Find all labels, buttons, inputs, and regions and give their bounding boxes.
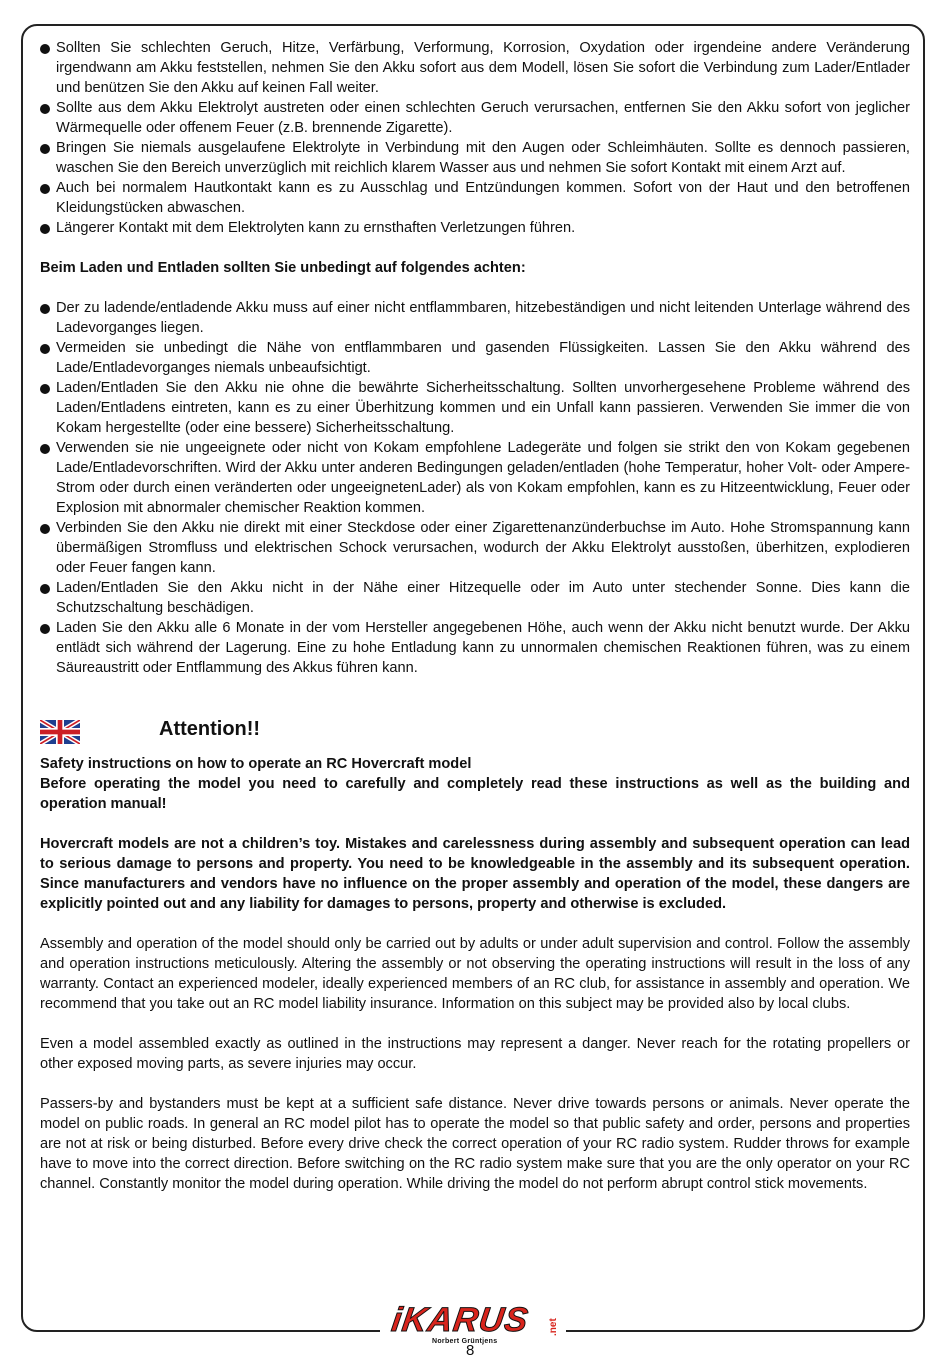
- bullet-icon: [40, 144, 50, 154]
- bullet-icon: [40, 184, 50, 194]
- logo-tagline: Norbert Grüntjens: [432, 1338, 498, 1345]
- attention-title: Attention!!: [159, 718, 261, 740]
- list-item: Verwenden sie nie ungeeignete oder nicht von Kokam empfohlene Ladegeräte und folgen sie strikt den von Kokam gegebenen Lade/Entladevorschriften. Wird der Akku unter anderen Bedingungen geladen/entladen (hohe Temperatur, hoher Volt- oder Ampere-Strom oder durch einen veränderten oder ungeeignetenLader) als von Kokam empfohlen, kann es zu Hitzeentwicklung, Feuer oder Explosion mit abnormaler chemischer Reaktion kommen.: [40, 438, 910, 518]
- bullet-icon: [40, 304, 50, 314]
- bullet-icon: [40, 584, 50, 594]
- safety-heading: Safety instructions on how to operate an RC Hovercraft model: [40, 756, 472, 772]
- bystanders-paragraph: Passers-by and bystanders must be kept at a sufficient safe distance. Never drive towards persons or animals. Never operate the model on public roads. In general an RC model pilot has to operate the model so that public safety and order, persons and properties are not at risk or being disturbed. Before every drive check the correct operation of your RC radio system. Rudder throws for example have to move into the correct direction. Before switching on the RC radio system make sure that you are the only operator on your RC channel. Constantly monitor the model during operation. While driving the model do not perform abrupt control stick movements.: [40, 1096, 910, 1192]
- charging-rules-list: [40, 298, 910, 678]
- bullet-icon: [40, 524, 50, 534]
- list-item: Längerer Kontakt mit dem Elektrolyten kann zu ernsthaften Verletzungen führen.: [40, 218, 910, 238]
- list-item: Der zu ladende/entladende Akku muss auf einer nicht entflammbaren, hitzebeständigen und nicht leitenden Unterlage während des Ladevorganges liegen.: [40, 298, 910, 338]
- bullet-icon: [40, 44, 50, 54]
- warning-paragraph: Hovercraft models are not a children’s toy. Mistakes and carelessness during assembly and subsequent operation can lead to serious damage to persons and property. You need to be knowledgeable in the assembly and its subsequent operation. Since manufacturers and vendors have no influence on the proper assembly and operation of the model, these dangers are explicitly pointed out and any liability for damages to persons, property and otherwise is excluded.: [40, 836, 910, 912]
- bullet-icon: [40, 224, 50, 234]
- bullet-icon: [40, 624, 50, 634]
- list-item: Vermeiden sie unbedingt die Nähe von entflammbaren und gasenden Flüssigkeiten. Lassen Sie den Akku während des Lade/Entladevorganges niemals unbeaufsichtigt.: [40, 338, 910, 378]
- assembly-paragraph: Assembly and operation of the model should only be carried out by adults or under adult supervision and control. Follow the assembly and operation instructions meticulously. Altering the assembly or not observing the operating instructions will result in the loss of any warranty. Contact an experienced modeler, ideally experienced members of an RC club, for assistance in assembly and operation. We recommend that you take out an RC model liability insurance. Information on this subject may be provided also by local clubs.: [40, 936, 910, 1012]
- list-item: Laden/Entladen Sie den Akku nicht in der Nähe einer Hitzequelle oder im Auto unter stechender Sonne. Dies kann die Schutzschaltung beschädigen.: [40, 578, 910, 618]
- page-number: 8: [466, 1342, 475, 1359]
- bullet-icon: [40, 384, 50, 394]
- uk-flag-icon: [40, 720, 80, 744]
- list-item: Laden/Entladen Sie den Akku nie ohne die bewährte Sicherheitsschaltung. Sollten unvorhergesehene Probleme während des Laden/Entladens eintreten, kann es zu einer Überhitzung kommen und ein Unfall kann passieren. Verwenden Sie immer die von Kokam hergestellte (oder eine bessere) Sicherheitsschaltung.: [40, 378, 910, 438]
- attention-header: [40, 718, 910, 744]
- list-item: Laden Sie den Akku alle 6 Monate in der vom Hersteller angegebenen Höhe, auch wenn der Akku nicht benutzt wurde. Der Akku entlädt sich während der Lagerung. Eine zu hohe Entladung kann zu unnormalen chemischen Reaktionen führen, was zu einem Säureaustritt oder Entflammung des Akkus führen kann.: [40, 618, 910, 678]
- safety-subheading: Before operating the model you need to carefully and completely read these instructions as well as the building and operation manual!: [40, 776, 910, 812]
- bullet-icon: [40, 444, 50, 454]
- bullet-icon: [40, 344, 50, 354]
- list-item: Sollten Sie schlechten Geruch, Hitze, Verfärbung, Verformung, Korrosion, Oxydation oder irgendeine andere Veränderung irgendwann am Akku feststellen, nehmen Sie den Akku sofort aus dem Modell, lösen Sie sofort die Verbindung zum Lader/Entlader und benützen Sie den Akku auf keinen Fall weiter.: [40, 38, 910, 98]
- battery-warnings-list: [40, 38, 910, 238]
- charging-heading: Beim Laden und Entladen sollten Sie unbedingt auf folgendes achten:: [40, 260, 526, 276]
- list-item: Sollte aus dem Akku Elektrolyt austreten oder einen schlechten Geruch verursachen, entfernen Sie den Akku sofort von jeglicher Wärmequelle oder offenem Feuer (z.B. brennende Zigarette).: [40, 98, 910, 138]
- bullet-icon: [40, 104, 50, 114]
- list-item: Auch bei normalem Hautkontakt kann es zu Ausschlag und Entzündungen kommen. Sofort von der Haut und den betroffenen Kleidungstücken abwaschen.: [40, 178, 910, 218]
- logo-wordmark: iKARUS: [389, 1301, 532, 1339]
- page-content: [40, 38, 910, 1194]
- list-item: Verbinden Sie den Akku nie direkt mit einer Steckdose oder einer Zigarettenanzünderbuchse im Auto. Hohe Stromspannung kann übermäßigen Stromfluss und elektrischen Schock verursachen, wodurch der Akku Elektrolyt ausstoßen, überhitzen, explodieren oder Feuer fangen kann.: [40, 518, 910, 578]
- list-item: Bringen Sie niemals ausgelaufene Elektrolyte in Verbindung mit den Augen oder Schleimhäuten. Sollte es dennoch passieren, waschen Sie den Bereich unverzüglich mit reichlich klarem Wasser aus und nehmen Sie sofort Kontakt mit einem Arzt auf.: [40, 138, 910, 178]
- danger-paragraph: Even a model assembled exactly as outlined in the instructions may represent a danger. Never reach for the rotating propellers or other exposed moving parts, as severe injuries may occur.: [40, 1036, 910, 1072]
- logo-suffix: .net: [548, 1318, 559, 1336]
